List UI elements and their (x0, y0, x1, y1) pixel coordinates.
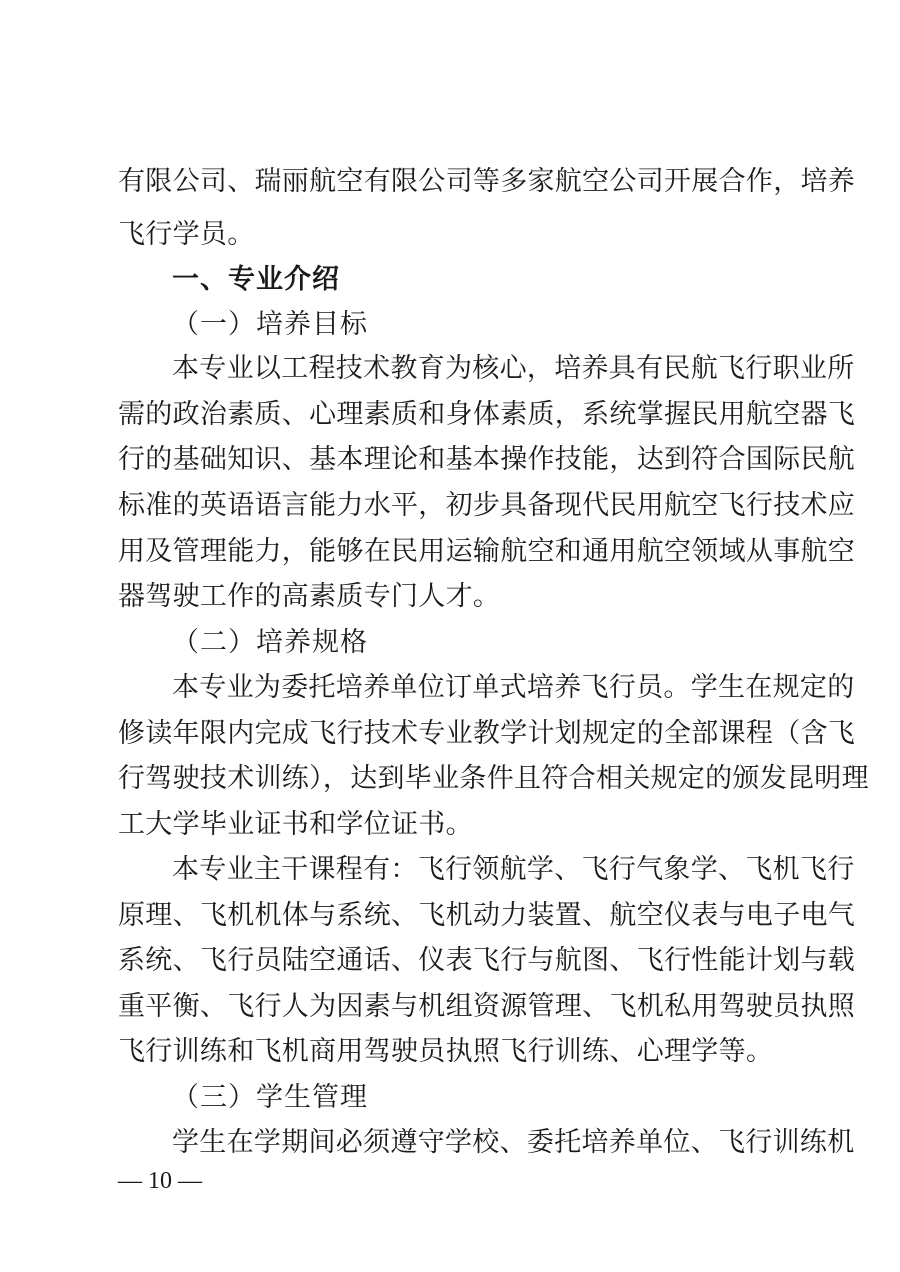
text-line: 本专业以工程技术教育为核心，培养具有民航飞行职业所 (172, 353, 855, 384)
text-line: 本专业为委托培养单位订单式培养飞行员。学生在规定的 (172, 672, 855, 703)
text-line: 标准的英语语言能力水平，初步具备现代民用航空飞行技术应 (118, 490, 856, 521)
page-number: — 10 — (118, 1168, 202, 1194)
text-line: 工大学毕业证书和学位证书。 (118, 809, 473, 840)
text-line: 行的基础知识、基本理论和基本操作技能，达到符合国际民航 (118, 444, 856, 475)
section-heading: 一、专业介绍 (172, 264, 340, 295)
text-line: 原理、飞机机体与系统、飞机动力装置、航空仪表与电子电气 (118, 900, 856, 931)
text-line: 飞行学员。 (118, 219, 255, 250)
text-line: 有限公司、瑞丽航空有限公司等多家航空公司开展合作，培养 (118, 166, 856, 197)
text-line: 飞行训练和飞机商用驾驶员执照飞行训练、心理学等。 (118, 1036, 774, 1067)
text-line: 器驾驶工作的高素质专门人才。 (118, 581, 501, 612)
text-line: 学生在学期间必须遵守学校、委托培养单位、飞行训练机 (172, 1127, 855, 1158)
subsection-heading: （三）学生管理 (172, 1082, 368, 1113)
text-line: 系统、飞行员陆空通话、仪表飞行与航图、飞行性能计划与载 (118, 945, 856, 976)
text-line: 用及管理能力，能够在民用运输航空和通用航空领域从事航空 (118, 536, 856, 567)
subsection-heading: （一）培养目标 (172, 309, 368, 340)
text-line: 行驾驶技术训练），达到毕业条件且符合相关规定的颁发昆明理 (118, 763, 869, 794)
text-line: 修读年限内完成飞行技术专业教学计划规定的全部课程（含飞 (118, 718, 856, 749)
subsection-heading: （二）培养规格 (172, 627, 368, 658)
text-line: 需的政治素质、心理素质和身体素质，系统掌握民用航空器飞 (118, 399, 856, 430)
text-line: 本专业主干课程有：飞行领航学、飞行气象学、飞机飞行 (172, 854, 855, 885)
text-line: 重平衡、飞行人为因素与机组资源管理、飞机私用驾驶员执照 (118, 991, 856, 1022)
